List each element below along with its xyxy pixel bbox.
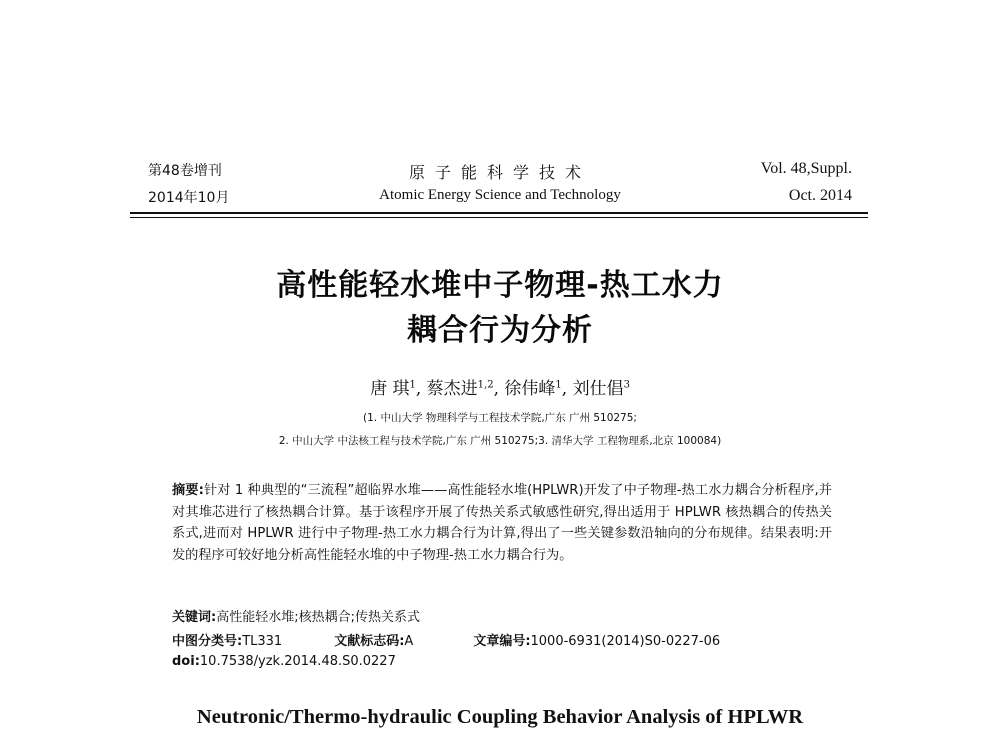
journal-title-zh: 原子能科学技术 bbox=[408, 163, 591, 182]
author-affiliation-marker: 1 bbox=[409, 379, 416, 391]
keywords-label: 关键词: bbox=[172, 610, 217, 625]
author-name: 刘仕倡 bbox=[572, 379, 624, 399]
abstract-label: 摘要: bbox=[172, 483, 204, 498]
doc-code-label: 文献标志码: bbox=[334, 634, 405, 649]
clc-label: 中图分类号: bbox=[172, 634, 243, 649]
paper-title-line-2: 耦合行为分析 bbox=[407, 313, 593, 348]
article-number-label: 文章编号: bbox=[473, 634, 531, 649]
header-rule-thick bbox=[130, 212, 868, 214]
keywords bbox=[172, 606, 420, 625]
keywords-text: 高性能轻水堆;核热耦合;传热关系式 bbox=[216, 610, 420, 625]
volume-label-en: Vol. 48,Suppl. bbox=[760, 160, 852, 177]
doc-code-value: A bbox=[404, 634, 414, 649]
volume-label-zh: 第48卷增刊 bbox=[148, 163, 222, 179]
author-affiliation-marker: 3 bbox=[623, 379, 630, 391]
header-rule-thin bbox=[130, 217, 868, 218]
abstract-text: 针对 1 种典型的“三流程”超临界水堆——高性能轻水堆(HPLWR)开发了中子物理-热工水力耦合分析程序,并对其堆芯进行了核热耦合计算。基于该程序开展了传热关系式敏感性研究,得出适用于 HPLWR 核热耦合的传热关系式,进而对 HPLWR 进行中子物理-热工水力耦合行为计算,得出了一些关键参数沿轴向的分布规律。结果表明:开发的程序可较好地分析高性能轻水堆的中子物理-热工水力耦合行为。 bbox=[172, 483, 832, 563]
author-separator: , bbox=[415, 379, 422, 399]
affiliation-line-1: (1. 中山大学 物理科学与工程技术学院,广东 广州 510275; bbox=[363, 412, 637, 424]
doi-value: 10.7538/yzk.2014.48.S0.0227 bbox=[199, 654, 396, 669]
english-title: Neutronic/Thermo-hydraulic Coupling Behavior Analysis of HPLWR bbox=[196, 706, 804, 728]
doi-line bbox=[172, 654, 396, 669]
author-affiliation-marker: 1,2 bbox=[477, 379, 494, 391]
clc-value: TL331 bbox=[242, 634, 283, 649]
date-label-en: Oct. 2014 bbox=[788, 187, 852, 204]
author-separator: , bbox=[493, 379, 499, 399]
author-name: 唐 琪 bbox=[370, 379, 410, 399]
journal-title-en: Atomic Energy Science and Technology bbox=[379, 187, 621, 203]
author-list bbox=[0, 374, 1000, 399]
author-affiliation-marker: 1 bbox=[555, 379, 562, 391]
author-separator: , bbox=[561, 379, 568, 399]
author-name: 蔡杰进 bbox=[426, 379, 478, 399]
author-name: 徐伟峰 bbox=[504, 379, 556, 399]
abstract bbox=[172, 480, 832, 566]
article-number-value: 1000-6931(2014)S0-0227-06 bbox=[530, 634, 721, 649]
classification-line bbox=[172, 630, 720, 649]
paper-title-line-1: 高性能轻水堆中子物理-热工水力 bbox=[276, 268, 724, 303]
doi-label: doi: bbox=[172, 654, 200, 669]
affiliation-line-2: 2. 中山大学 中法核工程与技术学院,广东 广州 510275;3. 清华大学 工程物理系,北京 100084) bbox=[278, 435, 722, 447]
date-label-zh: 2014年10月 bbox=[148, 190, 230, 206]
